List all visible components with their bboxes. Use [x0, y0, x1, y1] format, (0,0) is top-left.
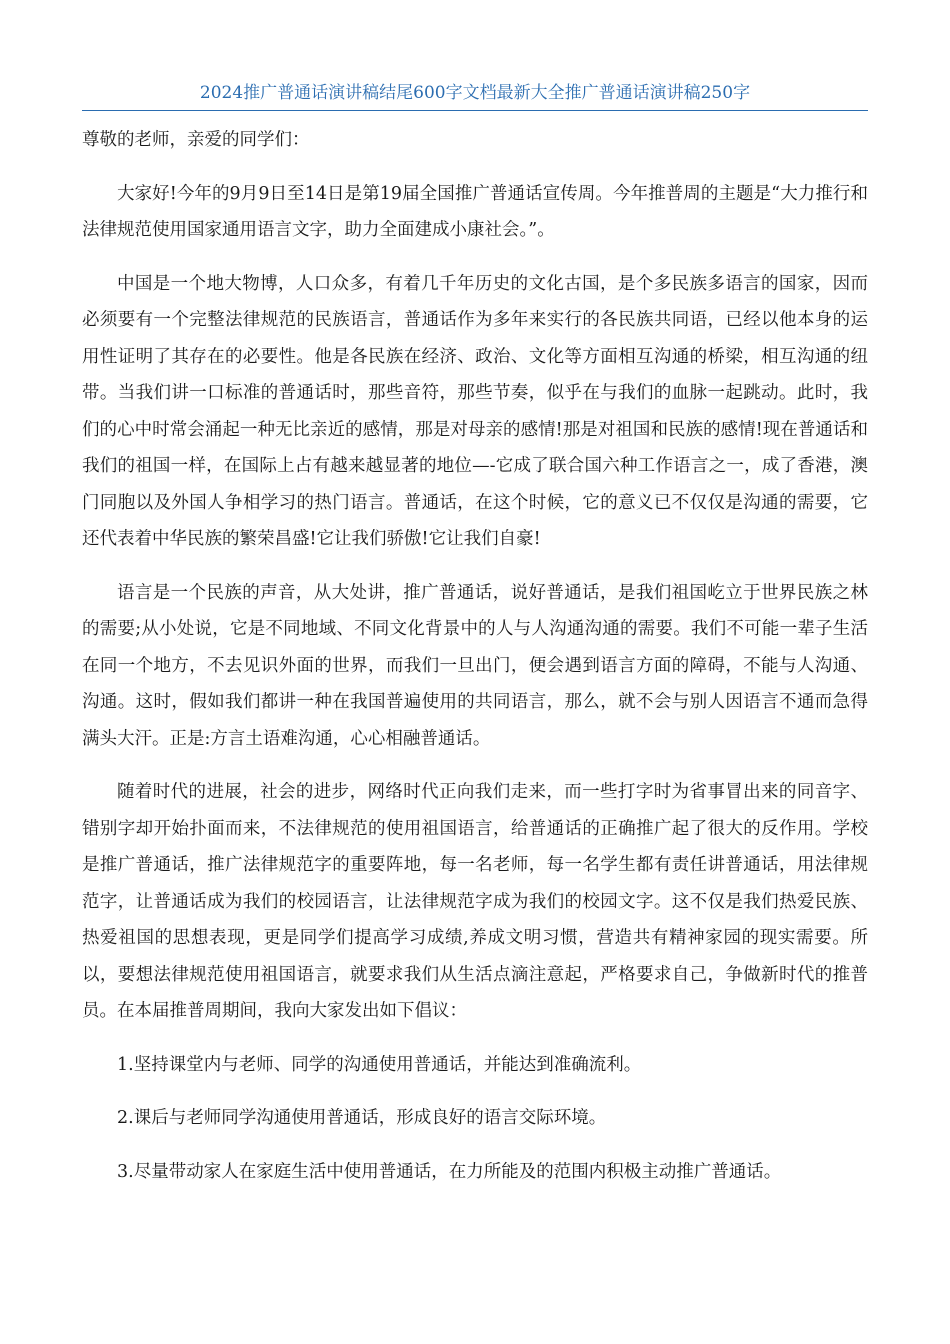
- paragraph-greeting: 大家好!今年的9月9日至14日是第19届全国推广普通话宣传周。今年推普周的主题是“大力推行和法律规范使用国家通用语言文字，助力全面建成小康社会。”。: [82, 183, 868, 240]
- proposal-item-3: 3.尽量带动家人在家庭生活中使用普通话，在力所能及的范围内积极主动推广普通话。: [117, 1161, 782, 1182]
- proposal-item-2: 2.课后与老师同学沟通使用普通话，形成良好的语言交际环境。: [117, 1108, 607, 1128]
- salutation: 尊敬的老师，亲爱的同学们：: [82, 130, 310, 150]
- paragraph-china-language: 中国是一个地大物博，人口众多，有着几千年历史的文化古国，是个多民族多语言的国家，因而必须要有一个完整法律规范的民族语言，普通话作为多年来实行的各民族共同语，已经以他本身的运用性证明了其存在的必要性。他是各民族在经济、政治、文化等方面相互沟通的桥梁，相互沟通的纽带。当我们讲一口标准的普通话时，那些音符，那些节奏，似乎在与我们的血脉一起跳动。此时，我们的心中时常会涌起一种无比亲近的感情，那是对母亲的感情!那是对祖国和民族的感情!现在普通话和我们的祖国一样，在国际上占有越来越显著的地位—-它成了联合国六种工作语言之一，成了香港，澳门同胞以及外国人争相学习的热门语言。普通话，在这个时候，它的意义已不仅仅是沟通的需要，它还代表着中华民族的繁荣昌盛!它让我们骄傲!它让我们自豪!: [82, 273, 868, 549]
- paragraph-language-voice: 语言是一个民族的声音，从大处讲，推广普通话，说好普通话，是我们祖国屹立于世界民族之林的需要;从小处说，它是不同地域、不同文化背景中的人与人沟通沟通的需要。我们不可能一辈子生活在同一个地方，不去见识外面的世界，而我们一旦出门，便会遇到语言方面的障碍，不能与人沟通、沟通。这时，假如我们都讲一种在我国普遍使用的共同语言，那么，就不会与别人因语言不通而急得满头大汗。正是:方言土语难沟通，心心相融普通话。: [82, 582, 868, 749]
- document-header: [82, 78, 868, 111]
- document-body: [82, 122, 868, 1207]
- paragraph-times-progress: 随着时代的进展，社会的进步，网络时代正向我们走来，而一些打字时为省事冒出来的同音字、错别字却开始扑面而来，不法律规范的使用祖国语言，给普通话的正确推广起了很大的反作用。学校是推广普通话，推广法律规范字的重要阵地，每一名老师，每一名学生都有责任讲普通话，用法律规范字，让普通话成为我们的校园语言，让法律规范字成为我们的校园文字。这不仅是我们热爱民族、热爱祖国的思想表现，更是同学们提高学习成绩,养成文明习惯，营造共有精神家园的现实需要。所以，要想法律规范使用祖国语言，就要求我们从生活点滴注意起，严格要求自己，争做新时代的推普员。在本届推普周期间，我向大家发出如下倡议：: [82, 782, 868, 1021]
- document-title: 2024推广普通话演讲稿结尾600字文档最新大全推广普通话演讲稿250字: [199, 83, 751, 103]
- proposal-item-1: 1.坚持课堂内与老师、同学的沟通使用普通话，并能达到准确流利。: [117, 1054, 642, 1075]
